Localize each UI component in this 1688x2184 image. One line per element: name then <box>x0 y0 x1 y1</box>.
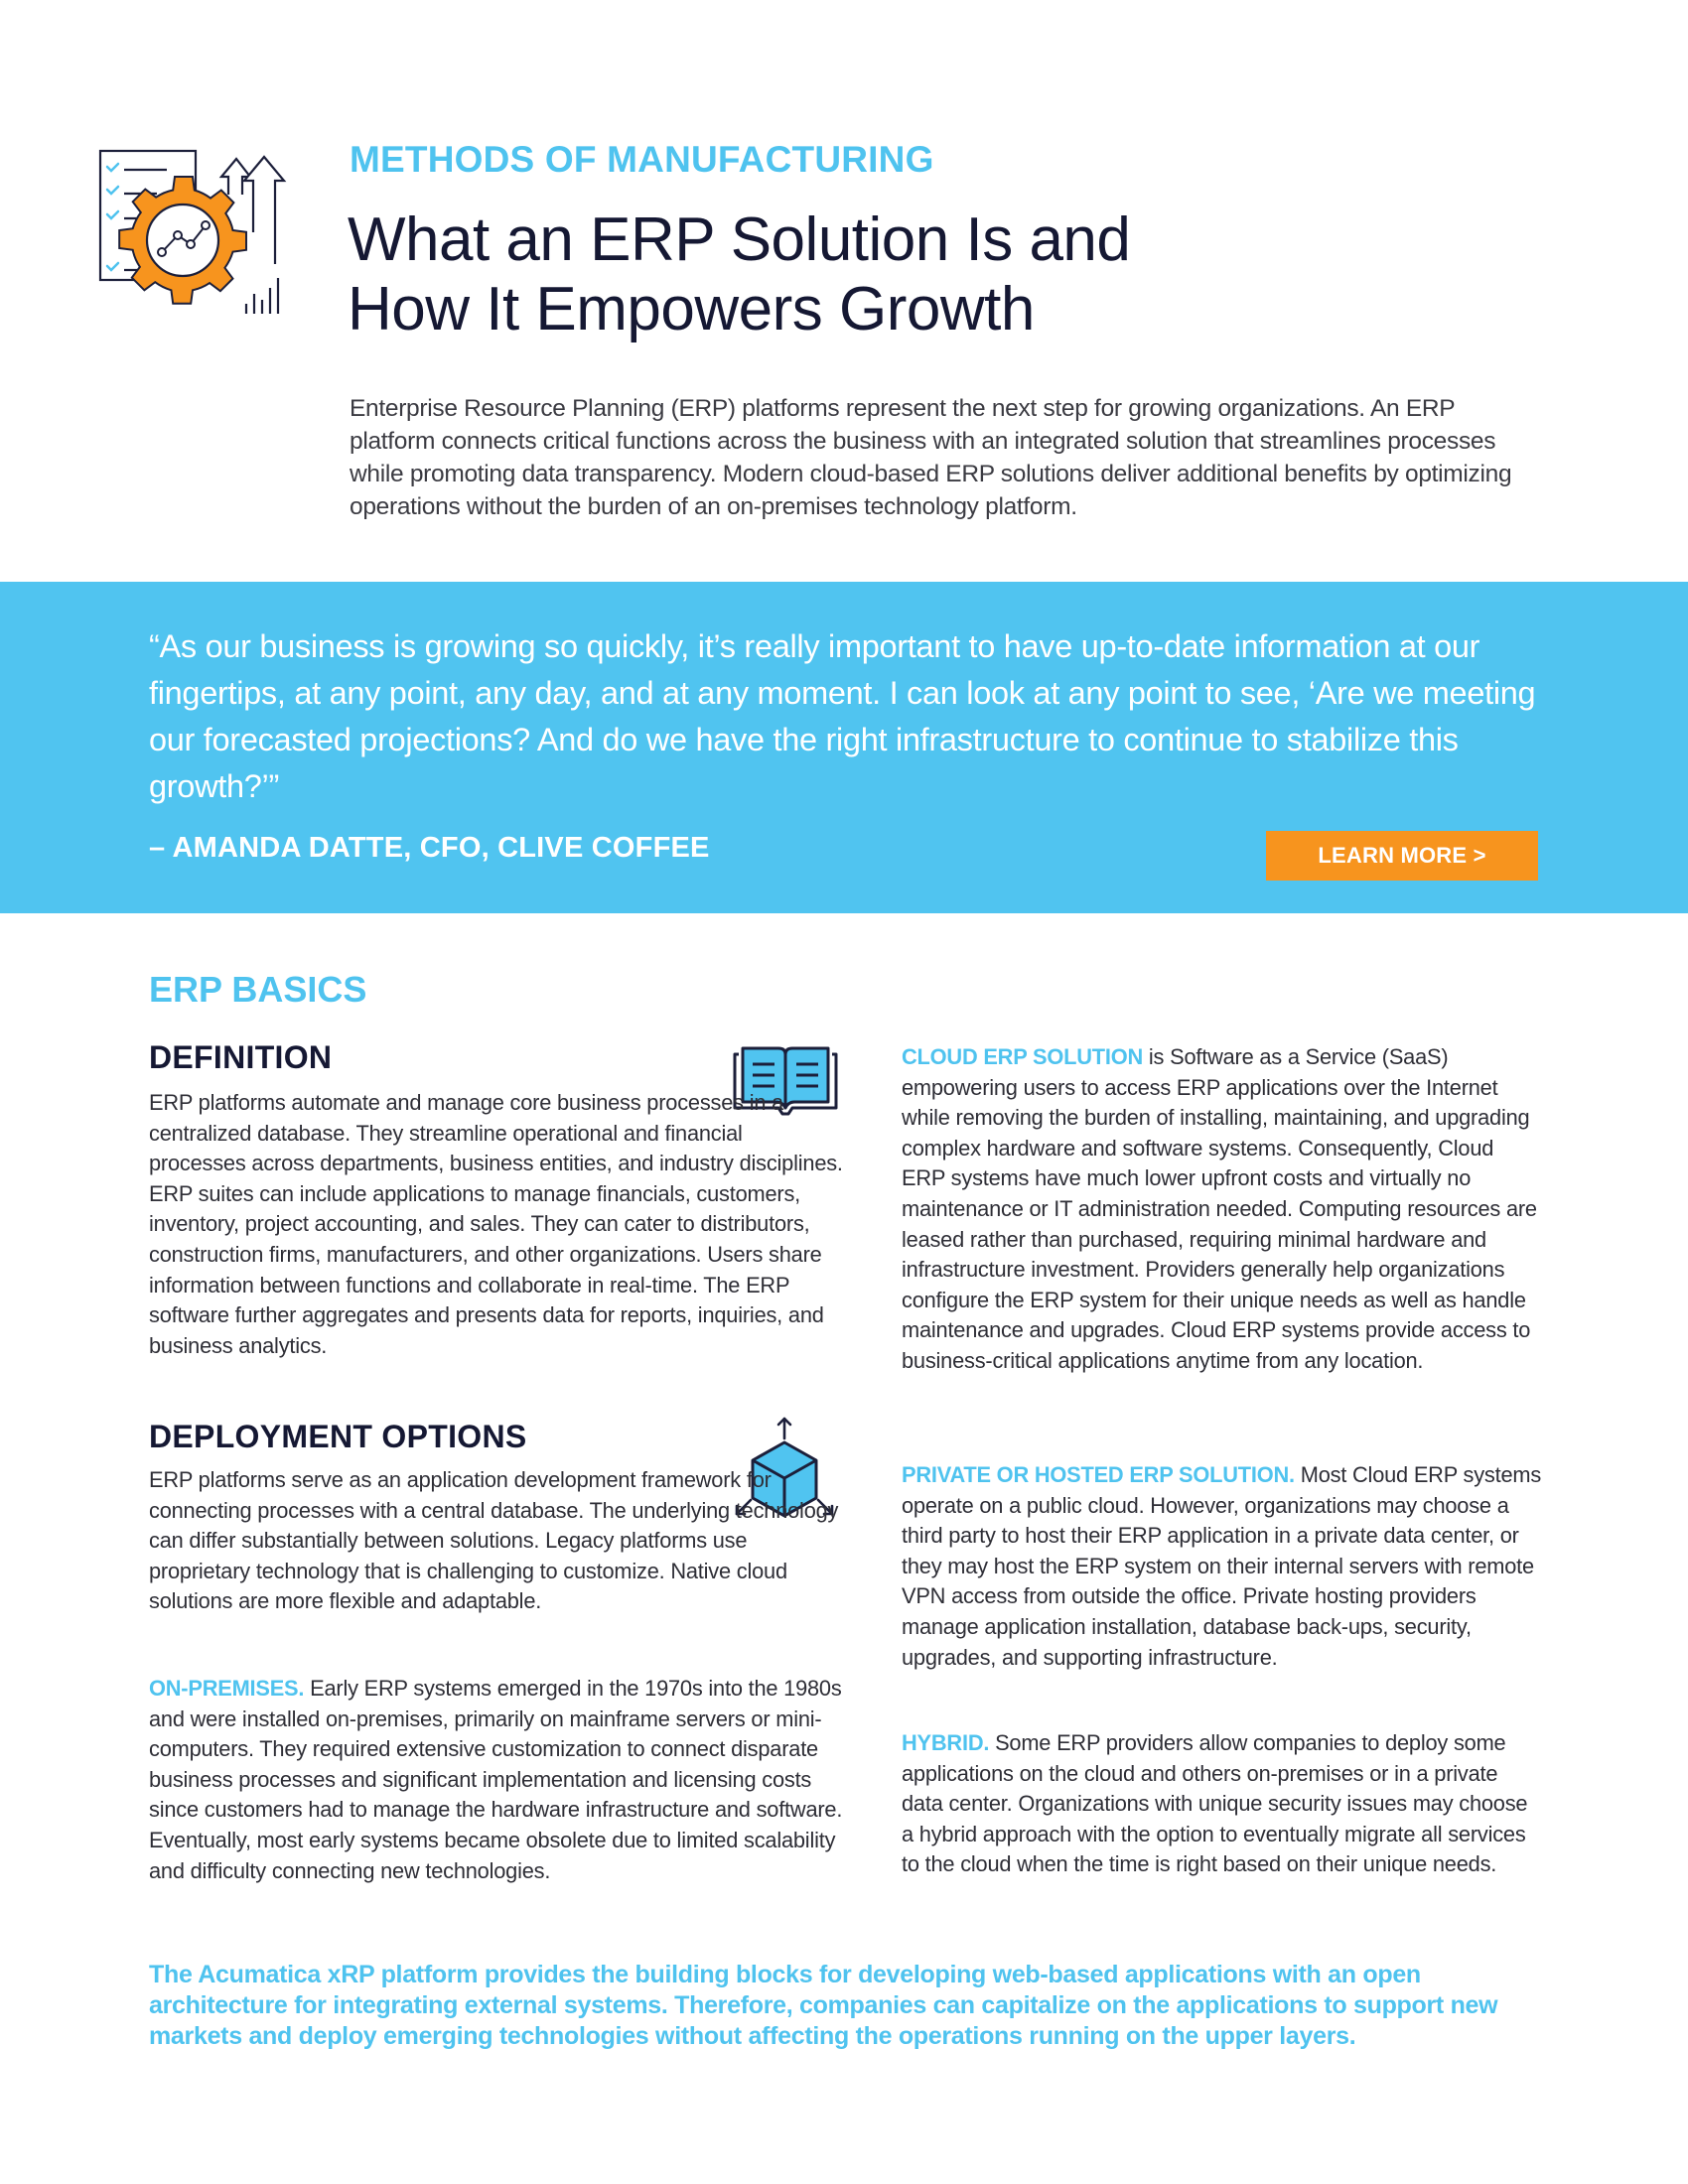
eyebrow-label: METHODS OF MANUFACTURING <box>350 139 934 180</box>
cloud-erp-paragraph <box>902 1042 1542 1377</box>
private-hosted-paragraph <box>902 1460 1542 1673</box>
closing-statement: The Acumatica xRP platform provides the building blocks for developing web-based applications with an open architecture for integrating external systems. Therefore, companies can capitalize on the applications to support new markets and deploy emerging technologies without affecting the operations running on the upper layers. <box>149 1961 1498 2050</box>
intro-paragraph: Enterprise Resource Planning (ERP) platforms represent the next step for growing organizations. An ERP platform connects critical functions across the business with an integrated solution that streamlines processes while promoting data transparency. Modern cloud-based ERP solutions deliver additional benefits by optimizing operations without the burden of an on-premises technology platform. <box>350 395 1512 520</box>
cloud-erp-text: is Software as a Service (SaaS) empowering users to access ERP applications over the Internet while removing the burden of installing, maintaining, and upgrading complex hardware and software systems. Consequently, Cloud ERP systems have much lower upfront costs and virtually no maintenance or IT administration needed. Computing resources are leased rather than purchased, requiring minimal hardware and infrastructure investment. Providers generally help organizations configure the ERP system for their unique needs as well as handle maintenance and upgrades. Cloud ERP systems provide access to business-critical applications anytime from any location. <box>902 1044 1537 1373</box>
on-premises-paragraph <box>149 1674 844 1886</box>
quote-attribution: – AMANDA DATTE, CFO, CLIVE COFFEE <box>149 832 710 864</box>
definition-body <box>149 1088 844 1361</box>
page-title <box>348 205 1130 344</box>
gear-growth-chart-icon <box>97 147 296 316</box>
learn-more-button[interactable]: LEARN MORE > <box>1266 831 1538 881</box>
deployment-body: ERP platforms serve as an application development framework for connecting processes with a central database. The underlying technology can differ substantially between solutions. Legacy platforms use proprietary technology that is challenging to customize. Native cloud solutions are more flexible and adaptable. <box>149 1467 839 1614</box>
customer-quote: “As our business is growing so quickly, it’s really important to have up-to-date information at our fingertips, at any point, any day, and at any moment. I can look at any point to see, ‘Are we meeting our forecasted projections? And do we have the right infrastructure to continue to stabilize this growth?’” <box>149 628 1536 804</box>
private-hosted-lead: PRIVATE OR HOSTED ERP SOLUTION. <box>902 1462 1295 1487</box>
on-premises-text: Early ERP systems emerged in the 1970s into the 1980s and were installed on-premises, primarily on mainframe servers or mini-computers. They required extensive customization to connect disparate business processes and significant implementation and licensing costs since customers had to manage the hardware infrastructure and software. Eventually, most early systems became obsolete due to limited scalability and difficulty connecting new technologies. <box>149 1676 843 1883</box>
on-premises-lead: ON-PREMISES. <box>149 1676 305 1701</box>
hybrid-lead: HYBRID. <box>902 1730 990 1755</box>
title-line-2: How It Empowers Growth <box>348 275 1035 343</box>
section-title-erp-basics: ERP BASICS <box>149 969 367 1010</box>
heading-definition: DEFINITION <box>149 1039 333 1075</box>
definition-text: ERP platforms automate and manage core business processes in a centralized database. They streamline operational and financial processes across departments, business entities, and industry disciplines. ERP suites can include applications to manage financials, customers, inventory, project accounting, and sales. They can cater to distributors, construction firms, manufacturers, and other organizations. Users share information between functions and collaborate in real-time. The ERP software further aggregates and presents data for reports, inquiries, and business analytics. <box>149 1090 843 1358</box>
cloud-erp-lead: CLOUD ERP SOLUTION <box>902 1044 1144 1069</box>
private-hosted-text: Most Cloud ERP systems operate on a public cloud. However, organizations may choose a third party to host their ERP application in a private data center, or they may host the ERP system on their internal servers with remote VPN access from outside the office. Private hosting providers manage application installation, database back-ups, security, upgrades, and supporting infrastructure. <box>902 1462 1542 1670</box>
heading-deployment-options: DEPLOYMENT OPTIONS <box>149 1419 527 1454</box>
hybrid-paragraph <box>902 1728 1542 1880</box>
quote-banner <box>0 582 1688 913</box>
title-line-1: What an ERP Solution Is and <box>348 205 1131 274</box>
hybrid-text: Some ERP providers allow companies to deploy some applications on the cloud and others on-premises or in a private data center. Organizations with unique security issues may choose a hybrid approach with the option to eventually migrate all services to the cloud when the time is right based on their unique needs. <box>902 1730 1528 1877</box>
